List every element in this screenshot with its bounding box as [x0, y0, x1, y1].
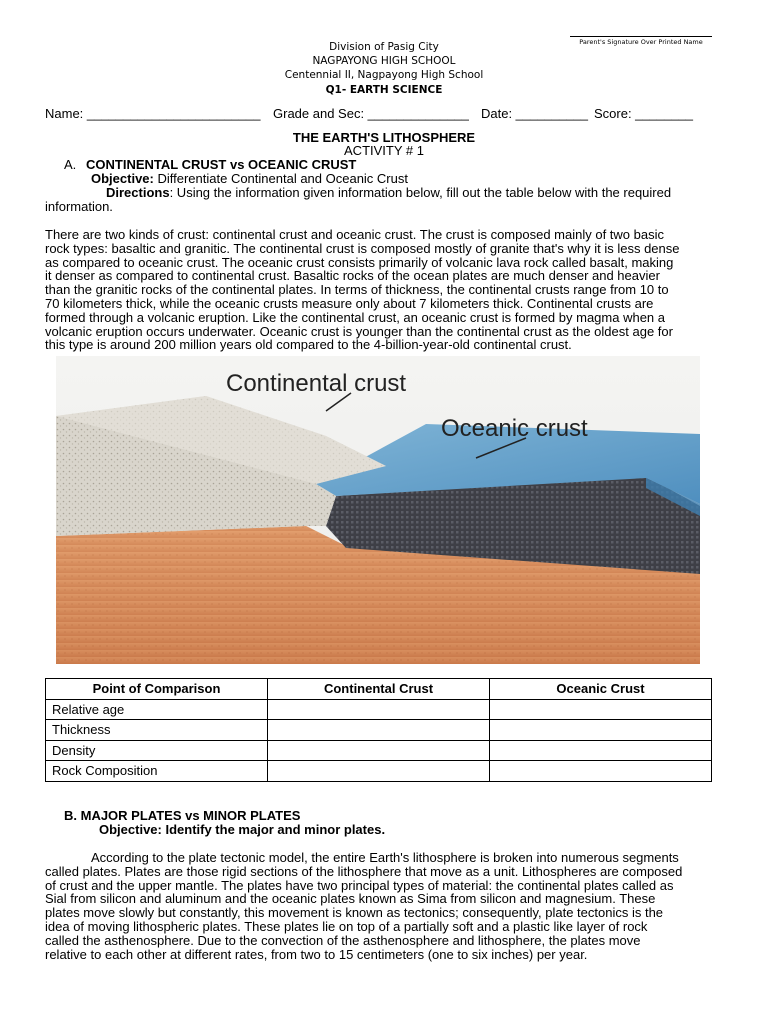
answer-cell[interactable] — [268, 699, 490, 720]
table-row — [46, 699, 712, 720]
plates-paragraph — [45, 851, 725, 961]
answer-cell[interactable] — [490, 699, 712, 720]
objective-label: Objective: — [91, 171, 154, 186]
paragraph-line: According to the plate tectonic model, the entire Earth's lithosphere is broken into numerous segments — [91, 850, 679, 865]
section-b-heading: B. MAJOR PLATES vs MINOR PLATES — [64, 808, 301, 823]
paragraph-line: than the granitic rocks of the continental plates. In terms of thickness, the continental crusts range from 10 to — [45, 282, 669, 298]
page-title: THE EARTH'S LITHOSPHERE — [292, 130, 476, 145]
section-a-letter: A. — [64, 157, 77, 172]
score-field[interactable]: Score: ________ — [594, 106, 694, 121]
paragraph-line: 70 kilometers thick, while the oceanic crusts measure only about 7 kilometers thick. Continental crusts are — [45, 295, 654, 311]
school-name: NAGPAYONG HIGH SCHOOL — [312, 55, 456, 67]
oceanic-crust-label: Oceanic crust — [441, 415, 588, 442]
answer-cell[interactable] — [268, 740, 490, 761]
answer-cell[interactable] — [490, 761, 712, 782]
paragraph-line: called the asthenosphere. Due to the convection of the asthenosphere and lithosphere, the plates move — [45, 932, 641, 948]
paragraph-line: formed through a volcanic eruption. Like the continental crust, an oceanic crust is formed by magma when a — [45, 309, 665, 325]
answer-cell[interactable] — [490, 720, 712, 741]
crust-paragraph — [45, 228, 725, 352]
directions-line — [106, 186, 671, 200]
signature-line — [570, 36, 712, 37]
table-header: Continental Crust — [268, 679, 490, 700]
objective-text: Differentiate Continental and Oceanic Crust — [153, 171, 408, 186]
paragraph-line: rock types: basaltic and granitic. The continental crust is composed mostly of granite that's why it is less dense — [45, 240, 680, 256]
comparison-table — [45, 678, 712, 782]
answer-cell[interactable] — [268, 720, 490, 741]
grade-section-field[interactable]: Grade and Sec: ______________ — [273, 106, 469, 121]
date-field[interactable]: Date: __________ — [481, 106, 588, 121]
table-row — [46, 761, 712, 782]
subject-quarter: Q1- EARTH SCIENCE — [325, 84, 443, 96]
paragraph-line: volcanic eruption occurs underwater. Oceanic crust is younger than the continental crust as the oldest age for — [45, 323, 673, 339]
paragraph-line: this type is around 200 million years old compared to the 4-billion-year-old continental crust. — [45, 337, 572, 353]
activity-label: ACTIVITY # 1 — [344, 143, 424, 158]
signature-label: Parent's Signature Over Printed Name — [579, 38, 703, 46]
row-label: Density — [46, 740, 268, 761]
objective-line — [91, 172, 408, 186]
row-label: Rock Composition — [46, 761, 268, 782]
row-label: Relative age — [46, 699, 268, 720]
paragraph-line: plates move slowly but constantly, this movement is known as tectonics; consequently, plate tectonics is the — [45, 905, 664, 921]
paragraph-line: it denser as compared to continental crust. Basaltic rocks of the ocean plates are much denser and heavier — [45, 268, 660, 284]
table-header-row — [46, 679, 712, 700]
table-header: Point of Comparison — [46, 679, 268, 700]
paragraph-line: as compared to oceanic crust. The oceanic crust consists primarily of volcanic lava rock called basalt, making — [45, 254, 674, 270]
directions-text: : Using the information given information below, fill out the table below with the required — [169, 185, 672, 200]
paragraph-line: relative to each other at different rates, from two to 15 centimeters (one to six inches) per year. — [45, 946, 588, 962]
paragraph-line: Sial from silicon and aluminum and the oceanic plates known as Sima from silicon and magnesium. These — [45, 891, 656, 907]
school-address: Centennial II, Nagpayong High School — [284, 69, 484, 81]
table-row — [46, 720, 712, 741]
section-a-heading: CONTINENTAL CRUST vs OCEANIC CRUST — [86, 157, 357, 172]
name-field[interactable]: Name: ________________________ — [45, 106, 261, 121]
paragraph-line: idea of moving lithospheric plates. These plates lie on top of a partially soft and a plastic like layer of rock — [45, 918, 648, 934]
directions-text-cont: information. — [45, 199, 113, 214]
paragraph-line: of crust and the upper mantle. The plates have two principal types of material: the continental plates called as — [45, 877, 674, 893]
answer-cell[interactable] — [490, 740, 712, 761]
table-header: Oceanic Crust — [490, 679, 712, 700]
row-label: Thickness — [46, 720, 268, 741]
directions-label: Directions — [106, 185, 170, 200]
paragraph-line: called plates. Plates are those rigid sections of the lithosphere that move as a unit. Lithospheres are composed — [45, 863, 683, 879]
section-b-objective: Objective: Identify the major and minor plates. — [99, 822, 386, 837]
paragraph-line: There are two kinds of crust: continental crust and oceanic crust. The crust is composed mainly of two basic — [45, 227, 664, 242]
table-row — [46, 740, 712, 761]
continental-crust-label: Continental crust — [226, 370, 407, 397]
division-name: Division of Pasig City — [329, 41, 439, 53]
crust-diagram — [56, 356, 700, 664]
answer-cell[interactable] — [268, 761, 490, 782]
